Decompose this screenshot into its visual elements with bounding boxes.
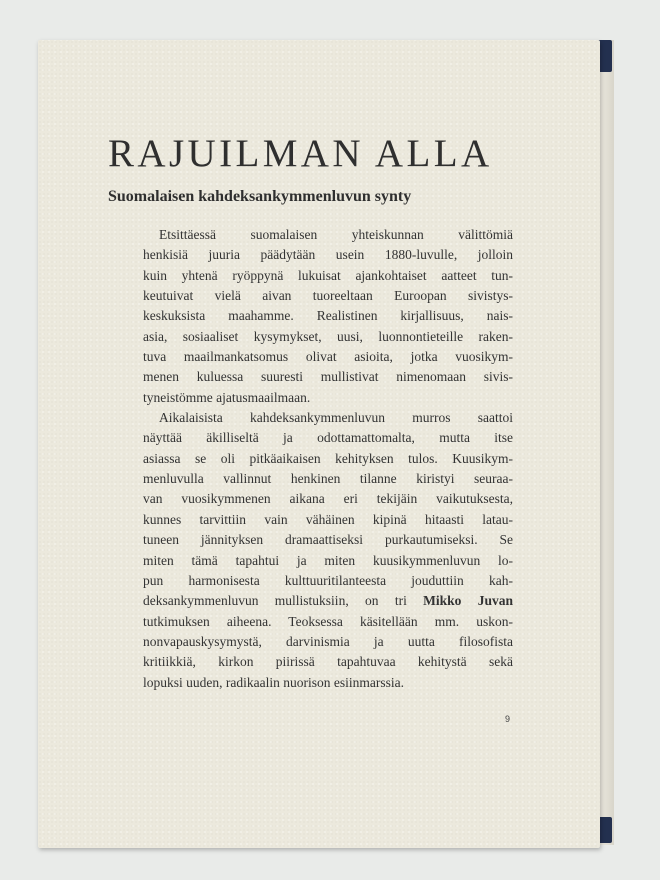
blurb-line: van vuosikymmenen aikana eri tekijäin vaikutuksesta,: [143, 491, 513, 507]
blurb-line: kunnes tarvittiin vain vähäinen kipinä hitaasti latau-: [143, 511, 513, 527]
blurb-line: Aikalaisista kahdeksankymmenluvun murros saattoi: [159, 410, 513, 426]
blurb-line-start: deksankymmenluvun mullistuksiin, on tri: [143, 593, 407, 609]
blurb-line: Etsittäessä suomalaisen yhteiskunnan välittömiä: [159, 227, 513, 242]
blurb-line: keskuksista maahamme. Realistinen kirjallisuus, nais-: [143, 308, 513, 324]
blurb-line: nonvapauskysymystä, darvinismia ja uutta filosofista: [143, 633, 513, 649]
blurb-line: menen kuluessa suuresti mullistivat nimenomaan sivis-: [143, 369, 513, 385]
blurb-line: miten tämä tapahtui ja miten kuusikymmenluvun lo-: [143, 552, 513, 568]
blurb-line: henkisiä juuria päädytään usein 1880-luvulle, jolloin: [143, 247, 513, 263]
page-number: 9: [505, 714, 511, 724]
blurb-line: tutkimuksen aiheena. Teoksessa käsitellään mm. uskon-: [143, 613, 513, 629]
blurb-line: pun harmonisesta kulttuuritilanteesta jouduttiin kah-: [143, 572, 513, 588]
blurb-text: [143, 225, 513, 693]
book-title: RAJUILMAN ALLA: [108, 132, 493, 175]
blurb-line: tyneistömme ajatusmaailmaan.: [143, 389, 311, 405]
blurb-line: tuneen jännityksen dramaattiseksi purkautumiseksi. Se: [143, 532, 513, 548]
blurb-line: tuva maailmankatsomus olivat asioita, jotka vuosikym-: [143, 349, 513, 365]
blurb-line: lopuksi uuden, radikaalin nuorison esiinmarssia.: [143, 674, 404, 690]
blurb-line: menluvulla vallinnut henkinen tilanne kiristyi seuraa-: [143, 471, 513, 487]
book-subtitle: Suomalaisen kahdeksankymmenluvun synty: [108, 188, 412, 205]
blurb-line: asia, sosiaaliset kysymykset, uusi, luonnontieteille raken-: [143, 328, 513, 344]
blurb-line: asiassa se oli pitkäaikaisen kehityksen tulos. Kuusikym-: [143, 450, 513, 466]
blurb-line: kuin yhtenä ryöppynä lukuisat ajankohtaiset aatteet tun-: [143, 267, 513, 283]
blurb-line: kritiikkiä, kirkon piirissä tapahtuvaa kehitystä sekä: [143, 654, 513, 670]
blurb-line: keutuivat vielä aivan tuoreeltaan Euroopan sivistys-: [143, 288, 513, 304]
author-name: Mikko Juvan: [423, 593, 513, 609]
blurb-line: näyttää äkilliseltä ja odottamattomalta, mutta itse: [143, 430, 513, 446]
blurb-line-author: [143, 591, 513, 611]
